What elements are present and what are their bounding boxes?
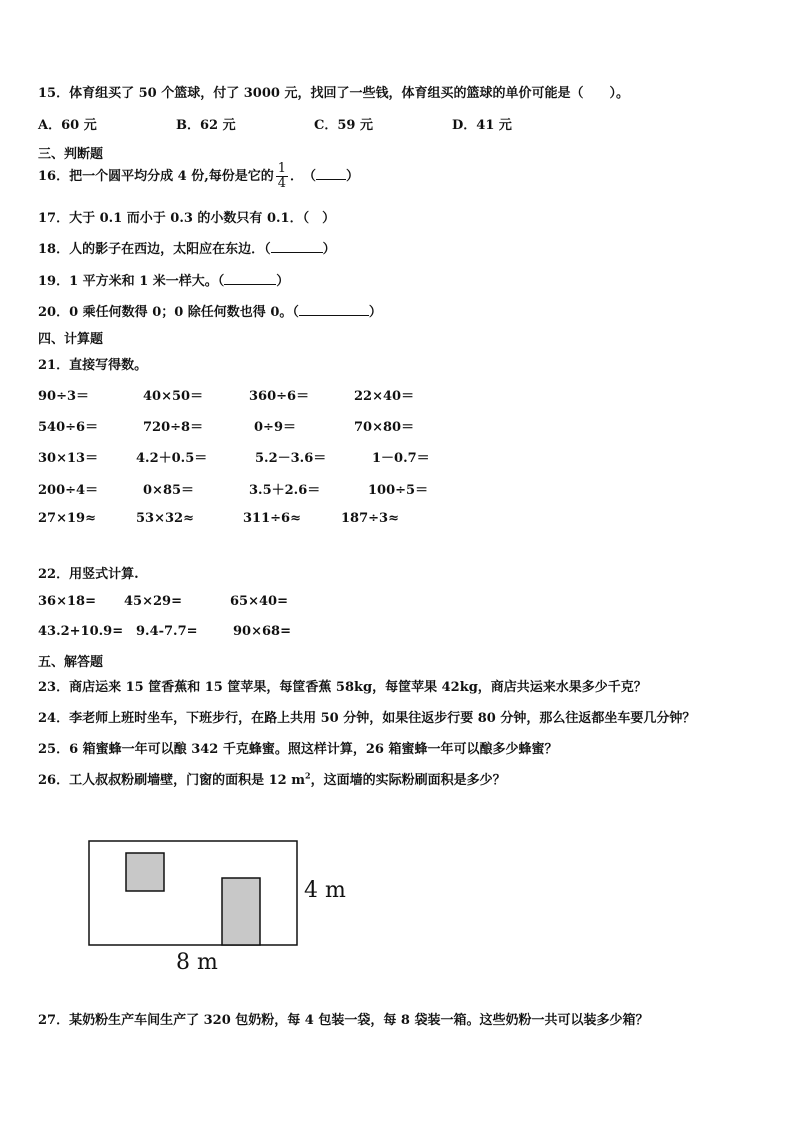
door-rectangle xyxy=(222,878,260,945)
question-19 xyxy=(38,270,289,289)
q20-close: ） xyxy=(368,305,382,320)
q19-close: ） xyxy=(276,274,290,289)
q19-text: 19．1 平方米和 1 米一样大。（ xyxy=(38,274,225,289)
section-heading-word-problems: 五、解答题 xyxy=(38,655,104,670)
answer-blank[interactable] xyxy=(224,272,276,285)
q15-option-b: B．62 元 xyxy=(176,118,236,133)
calc-item: 36×18= xyxy=(38,594,96,609)
calc-item: 3.5＋2.6＝ xyxy=(249,483,321,498)
question-24: 24．李老师上班时坐车，下班步行，在路上共用 50 分钟，如果往返步行要 80 分钟，那么往返都坐车要几分钟？ xyxy=(38,711,696,726)
q18-close: ） xyxy=(322,242,336,257)
calc-item: 90÷3＝ xyxy=(38,389,90,404)
calc-item: 9.4-7.7= xyxy=(136,624,198,639)
answer-blank[interactable] xyxy=(316,167,346,180)
calc-item: 45×29= xyxy=(124,594,182,609)
question-26 xyxy=(38,769,506,788)
q20-text: 20．0 乘任何数得 0；0 除任何数也得 0。（ xyxy=(38,305,299,320)
section-heading-judgement: 三、判断题 xyxy=(38,147,104,162)
calc-item: 43.2+10.9= xyxy=(38,624,124,639)
calc-item: 100÷5＝ xyxy=(368,483,429,498)
answer-blank[interactable] xyxy=(299,303,369,316)
question-17: 17．大于 0.1 而小于 0.3 的小数只有 0.1．（ ） xyxy=(38,211,336,226)
fraction-one-quarter xyxy=(276,162,288,191)
question-15: 15．体育组买了 50 个篮球，付了 3000 元，找回了一些钱，体育组买的篮球的单价可能是（ ）。 xyxy=(38,86,629,101)
calc-item: 5.2－3.6＝ xyxy=(255,451,327,466)
calc-item: 65×40= xyxy=(230,594,288,609)
calc-item: 22×40＝ xyxy=(354,389,415,404)
question-25: 25．6 箱蜜蜂一年可以酿 342 千克蜂蜜。照这样计算，26 箱蜜蜂一年可以酿多少蜂蜜？ xyxy=(38,742,558,757)
fraction-denominator: 4 xyxy=(277,176,286,191)
q15-option-a: A．60 元 xyxy=(38,118,97,133)
answer-blank[interactable] xyxy=(271,240,323,253)
section-heading-calculation: 四、计算题 xyxy=(38,332,104,347)
superscript-2: 2 xyxy=(305,770,311,781)
q16-tail: ． （ xyxy=(290,169,317,184)
calc-item: 187÷3≈ xyxy=(341,511,399,526)
calc-item: 90×68= xyxy=(233,624,291,639)
q16-close: ） xyxy=(346,169,360,184)
question-21-title: 21．直接写得数。 xyxy=(38,358,148,373)
calc-item: 40×50＝ xyxy=(143,389,204,404)
fraction-numerator: 1 xyxy=(277,161,286,176)
calc-item: 311÷6≈ xyxy=(243,511,301,526)
question-22-title: 22．用竖式计算. xyxy=(38,567,139,582)
wall-diagram xyxy=(88,840,358,980)
q18-text: 18．人的影子在西边，太阳应在东边．（ xyxy=(38,242,271,257)
calc-item: 0×85＝ xyxy=(143,483,195,498)
question-20 xyxy=(38,301,382,320)
q15-option-c: C．59 元 xyxy=(314,118,373,133)
calc-item: 540÷6＝ xyxy=(38,420,99,435)
calc-item: 200÷4＝ xyxy=(38,483,99,498)
question-16 xyxy=(38,162,359,191)
window-rectangle xyxy=(126,853,164,891)
calc-item: 70×80＝ xyxy=(354,420,415,435)
height-label: 4 m xyxy=(304,878,346,903)
q26-text: 26．工人叔叔粉刷墙壁，门窗的面积是 12 m xyxy=(38,773,305,788)
q26-tail: ，这面墙的实际粉刷面积是多少？ xyxy=(310,773,506,788)
question-23: 23．商店运来 15 筐香蕉和 15 筐苹果，每筐香蕉 58kg，每筐苹果 42kg，商店共运来水果多少千克？ xyxy=(38,680,647,695)
calc-item: 4.2＋0.5＝ xyxy=(136,451,208,466)
question-27: 27．某奶粉生产车间生产了 320 包奶粉，每 4 包装一袋，每 8 袋装一箱。这些奶粉一共可以装多少箱？ xyxy=(38,1013,649,1028)
calc-item: 0÷9＝ xyxy=(254,420,296,435)
q16-text: 16．把一个圆平均分成 4 份,每份是它的 xyxy=(38,169,274,184)
q15-option-d: D．41 元 xyxy=(452,118,512,133)
calc-item: 360÷6＝ xyxy=(249,389,310,404)
calc-item: 53×32≈ xyxy=(136,511,194,526)
width-label: 8 m xyxy=(176,950,218,975)
calc-item: 27×19≈ xyxy=(38,511,96,526)
calc-item: 30×13＝ xyxy=(38,451,99,466)
wall-rectangle xyxy=(89,841,297,945)
calc-item: 720÷8＝ xyxy=(143,420,204,435)
calc-item: 1－0.7＝ xyxy=(372,451,430,466)
question-18 xyxy=(38,238,336,257)
